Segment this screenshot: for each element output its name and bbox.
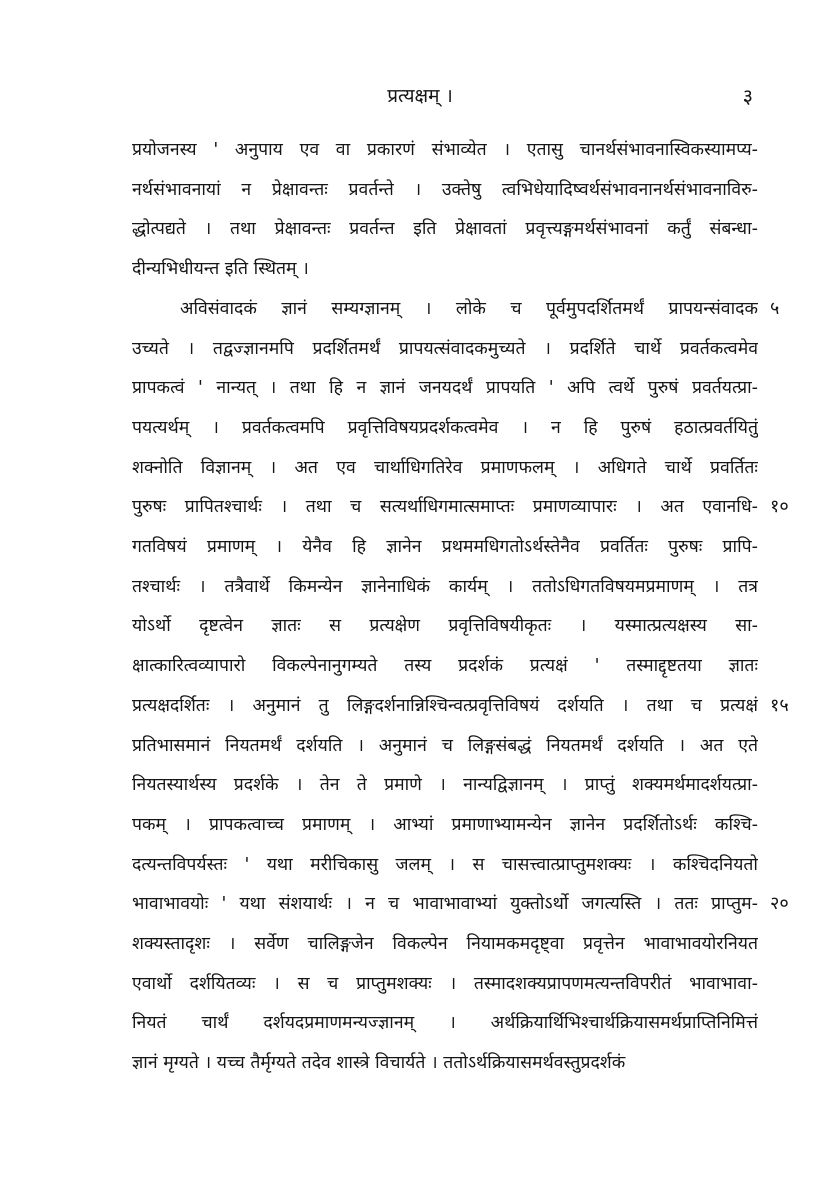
text-line: शक्नोति विज्ञानम् । अत एव चार्थाधिगतिरेव प्रमाणफलम् । अधिगते चार्थे प्रवर्तितः bbox=[132, 458, 758, 478]
text-line: शक्यस्तादृशः । सर्वेण चालिङ्गजेन विकल्पेन नियामकमदृष्ट्वा प्रवृत्तेन भावाभावयोरनियत bbox=[132, 934, 758, 954]
line-number: १० bbox=[770, 496, 789, 517]
text-line: प्रापकत्वं ' नान्यत् । तथा हि न ज्ञानं जनयदर्थं प्रापयति ' अपि त्वर्थे पुरुषं प्रवर्तयत्प्रा- bbox=[132, 378, 758, 398]
text-line: पुरुषः प्रापितश्चार्थः । तथा च सत्यर्थाधिगमात्समाप्तः प्रमाणव्यापारः । अत एवानधि- bbox=[132, 497, 758, 517]
text-line: क्षात्कारित्वव्यापारो विकल्पेनानुगम्यते तस्य प्रदर्शकं प्रत्यक्षं ' तस्माद्दृष्टतया ज्ञातः bbox=[132, 656, 758, 676]
text-line: अविसंवादकं ज्ञानं सम्यग्ज्ञानम् । लोके च पूर्वमुपदर्शितमर्थं प्रापयन्संवादक bbox=[180, 299, 758, 319]
running-title: प्रत्यक्षम् । bbox=[387, 85, 453, 107]
text-line: दीन्यभिधीयन्त इति स्थितम् । bbox=[132, 259, 309, 279]
text-line: योऽर्थो दृष्टत्वेन ज्ञातः स प्रत्यक्षेण प्रवृत्तिविषयीकृतः । यस्मात्प्रत्यक्षस्य सा- bbox=[132, 616, 758, 636]
text-line: ज्ञानं मृग्यते । यच्च तैर्मृग्यते तदेव शास्त्रे विचार्यते । ततोऽर्थक्रियासमर्थवस्तुप्रदर्शकं bbox=[132, 1053, 626, 1073]
text-line: एवार्थो दर्शयितव्यः । स च प्राप्तुमशक्यः । तस्मादशक्यप्रापणमत्यन्तविपरीतं भावाभावा- bbox=[132, 974, 758, 994]
text-line: उच्यते । तद्वज्ज्ञानमपि प्रदर्शितमर्थं प्रापयत्संवादकमुच्यते । प्रदर्शिते चार्थे प्रवर्तकत्वमेव bbox=[132, 339, 758, 359]
running-header bbox=[0, 78, 840, 108]
text-line: भावाभावयोः ' यथा संशयार्थः । न च भावाभावाभ्यां युक्तोऽर्थो जगत्यस्ति । ततः प्राप्तुम- bbox=[132, 894, 758, 914]
text-line: तश्चार्थः । तत्रैवार्थे किमन्येन ज्ञानेनाधिकं कार्यम् । ततोऽधिगतविषयमप्रमाणम् । तत्र bbox=[132, 577, 758, 597]
line-number: ५ bbox=[770, 298, 780, 319]
text-line: प्रतिभासमानं नियतमर्थं दर्शयति । अनुमानं च लिङ्गसंबद्धं नियतमर्थं दर्शयति । अत एते bbox=[132, 736, 758, 756]
text-line: दत्यन्तविपर्यस्तः ' यथा मरीचिकासु जलम् । स चासत्त्वात्प्राप्तुमशक्यः । कश्चिदनियतो bbox=[132, 855, 758, 875]
text-line: पकम् । प्रापकत्वाच्च प्रमाणम् । आभ्यां प्रमाणाभ्यामन्येन ज्ञानेन प्रदर्शितोऽर्थः कश्चि- bbox=[132, 815, 758, 835]
line-number: १५ bbox=[770, 695, 789, 716]
text-line: प्रत्यक्षदर्शितः । अनुमानं तु लिङ्गदर्शनान्निश्चिन्वत्प्रवृत्तिविषयं दर्शयति । तथा च प्रत्यक्षं bbox=[132, 696, 758, 716]
text-line: द्धोत्पद्यते । तथा प्रेक्षावन्तः प्रवर्तन्त इति प्रेक्षावतां प्रवृत्त्यङ्गमर्थसंभावनां कर्तुं संबन्धा- bbox=[132, 219, 758, 239]
text-line: नर्थसंभावनायां न प्रेक्षावन्तः प्रवर्तन्ते । उक्तेषु त्वभिधेयादिष्वर्थसंभावनानर्थसंभावनाविरु- bbox=[132, 180, 758, 200]
line-number: २० bbox=[770, 893, 789, 914]
text-line: नियतस्यार्थस्य प्रदर्शके । तेन ते प्रमाणे । नान्यद्विज्ञानम् । प्राप्तुं शक्यमर्थमादर्शयत्प्रा- bbox=[132, 775, 758, 795]
text-line: प्रयोजनस्य ' अनुपाय एव वा प्रकारणं संभाव्येत । एतासु चानर्थसंभावनास्विकस्यामप्य- bbox=[132, 140, 758, 160]
text-line: गतविषयं प्रमाणम् । येनैव हि ज्ञानेन प्रथममधिगतोऽर्थस्तेनैव प्रवर्तितः पुरुषः प्रापि- bbox=[132, 537, 758, 557]
page-number: ३ bbox=[742, 84, 753, 108]
text-line: नियतं चार्थं दर्शयदप्रमाणमन्यज्ज्ञानम् । अर्थक्रियार्थिभिश्चार्थक्रियासमर्थप्राप्तिनिमित्तं bbox=[132, 1013, 758, 1033]
text-line: पयत्यर्थम् । प्रवर्तकत्वमपि प्रवृत्तिविषयप्रदर्शकत्वमेव । न हि पुरुषं हठात्प्रवर्तयितुं bbox=[132, 418, 758, 438]
